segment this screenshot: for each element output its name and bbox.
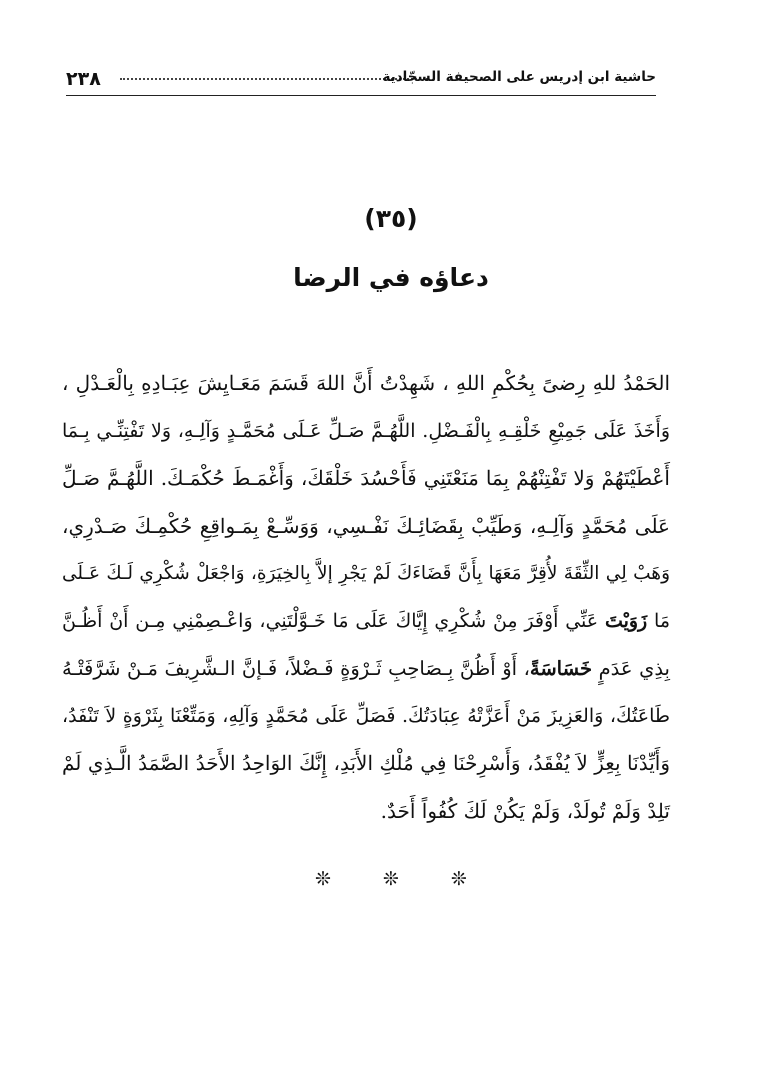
text-line: [62, 598, 670, 646]
line-text: وَهَبْ لِي الثِّقَةَ لأُقِرَّ مَعَهَا بِأَنَّ قَضَاءَكَ لَمْ يَجْرِ إلاَّ بِالخِيَرَةِ، وَاجْعَلْ شُكْرِي لَـكَ عَـلَى: [62, 563, 670, 584]
chapter-number: (٣٥): [364, 204, 418, 233]
asterism-icon: ❊: [383, 868, 399, 890]
header-rule: [66, 95, 656, 96]
book-title: حاشية ابن إدريس على الصحيفة السجّادية: [382, 69, 656, 85]
glossed-word: زَوَيْتَ: [604, 609, 648, 632]
text-line: [62, 550, 670, 598]
text-line: [62, 455, 670, 503]
line-text: مَا: [647, 609, 670, 632]
line-text: أَعْطَيْتَهُمْ وَلا تَفْتِنْهُمْ بِمَا مَنَعْتَنِي فَأَحْسُدَ خَلْقَكَ، وَأَغْمَـطَ حُكْمَـكَ. اللَّهُـمَّ صَـلِّ: [62, 466, 670, 490]
line-text: بِذِي عَدَمٍ: [592, 657, 670, 680]
text-line: [62, 788, 670, 836]
text-line: [62, 360, 670, 408]
line-text: عَنِّي أَوْفَرَ مِنْ شُكْرِي إِيَّاكَ عَلَى مَا خَـوَّلْتَنِي، وَاعْـصِمْنِي مِـن أَنْ أَظُـنَّ: [62, 609, 605, 632]
supplication-text: [62, 360, 670, 835]
text-line: [62, 503, 670, 551]
asterism-icon: ❊: [451, 868, 467, 890]
line-text: وَأَخَذَ عَلَى جَمِيْعِ خَلْقِـهِ بِالْفَـضْلِ. اللَّهُـمَّ صَـلِّ عَـلَى مُحَمَّـدٍ وَآلِـهِ، وَلا تَفْتِنِّـي بِـمَا: [62, 419, 670, 442]
glossed-word: خَسَاسَةً: [529, 657, 593, 680]
page-number: ٢٣٨: [66, 68, 101, 90]
line-text: طَاعَتُكَ، وَالعَزِيزَ مَنْ أَعَزَّتْهُ عِبَادَتُكَ. فَصَلِّ عَلَى مُحَمَّدٍ وَآلِهِ، وَمَتِّعْنَا بِثَرْوَةٍ لاَ تَنْفَدُ،: [62, 704, 670, 727]
text-line: [62, 645, 670, 693]
line-text: وَأَيِّدْنَا بِعِزٍّ لاَ يُفْقَدُ، وَأَسْرِحْنَا فِي مُلْكِ الأَبَدِ، إِنَّكَ الوَاحِدُ الأَحَدُ الصَّمَدُ الَّـذِي لَمْ: [62, 751, 670, 775]
line-text: عَلَى مُحَمَّدٍ وَآلِـهِ، وَطَيِّبْ بِقَضَائِـكَ نَفْـسِي، وَوَسِّـعْ بِمَـواقِعِ حُكْمِـكَ صَـدْرِي،: [62, 513, 670, 538]
text-line: [62, 693, 670, 741]
line-text: الحَمْدُ للهِ رِضىً بِحُكْمِ اللهِ ، شَهِدْتُ أَنَّ اللهَ قَسَمَ مَعَـايِشَ عِبَـادِهِ بِالْعَـدْلِ ،: [62, 371, 670, 395]
line-text: تَلِدْ وَلَمْ تُولَدْ، وَلَمْ يَكُنْ لَكَ كُفُواً أَحَدٌ.: [380, 798, 670, 823]
section-end-ornament: [0, 868, 782, 890]
text-line: [62, 408, 670, 456]
asterism-icon: ❊: [315, 868, 331, 890]
running-header: [66, 66, 656, 96]
line-text: ، أَوْ أَظُنَّ بِـصَاحِبِ ثَـرْوَةٍ فَـضْلاً، فَـإنَّ الـشَّرِيفَ مَـنْ شَرَّفَتْـهُ: [62, 657, 530, 680]
text-line: [62, 740, 670, 788]
chapter-title: دعاؤه في الرضا: [293, 263, 489, 292]
